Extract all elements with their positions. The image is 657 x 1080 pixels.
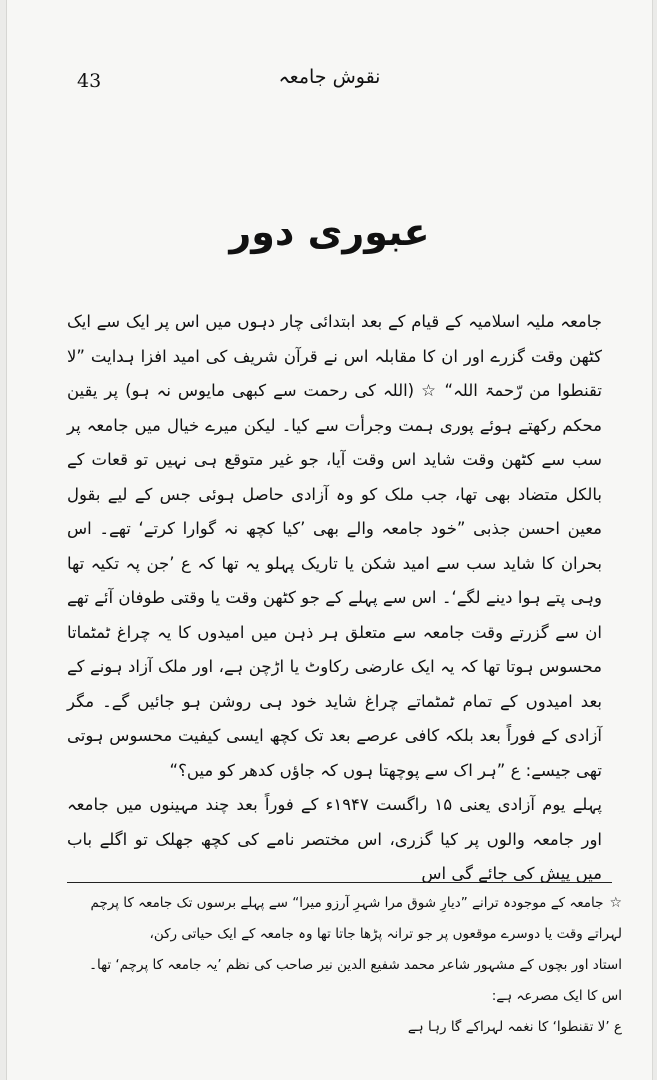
star-icon: ☆ xyxy=(609,895,622,911)
footnote-divider xyxy=(67,882,612,883)
footnote-line xyxy=(77,888,622,950)
book-page xyxy=(6,0,653,1080)
page-number: 43 xyxy=(77,70,102,92)
chapter-title: عبوری دور xyxy=(229,210,430,254)
running-title: نقوش جامعہ xyxy=(278,66,381,88)
footnotes xyxy=(77,888,622,1043)
footnote-line: استاد اور بچوں کے مشہور شاعر محمد شفیع الدین نیر صاحب کی نظم ’یہ جامعہ کا پرچم‘ تھا۔ اس کا ایک مصرعہ ہے: xyxy=(89,957,622,1004)
body-paragraph: جامعہ ملیہ اسلامیہ کے قیام کے بعد ابتدائی چار دہوں میں اس پر ایک سے ایک کٹھن وقت گزرے اور ان کا مقابلہ اس نے قرآن شریف کی امید افزا ہدایت ”لا تقنطوا من رّحمۃ اللہ“ ☆ (اللہ کی رحمت سے کبھی مایوس نہ ہو) پر یقین محکم رکھتے ہوئے پوری ہمت وجرأت سے کیا۔ لیکن میرے خیال میں جامعہ پر سب سے کٹھن وقت شاید اس وقت آیا، جو غیر متوقع ہی نہیں تو قعات کے بالکل متضاد بھی تھا، جب ملک کو وہ آزادی حاصل ہوئی جس کے لیے بقول معین احسن جذبی ”خود جامعہ والے بھی ’کیا کچھ نہ گوارا کرتے‘ تھے۔ اس بحران کا شاید سب سے امید شکن یا تاریک پہلو یہ تھا کہ ع ’جن پہ تکیہ تھا وہی پتے ہوا دینے لگے‘۔ اس سے پہلے کے جو کٹھن وقت یا وقتی طوفان آئے تھے ان سے گزرتے وقت جامعہ سے متعلق ہر ذہن میں امیدوں کا یہ چراغ ٹمٹماتا محسوس ہوتا تھا کہ یہ ایک عارضی رکاوٹ یا اڑچن ہے، اور ملک آزاد ہونے کے بعد امیدوں کے تمام ٹمٹماتے چراغ شاید خود ہی روشن ہو جائیں گے۔ مگر آزادی کے فوراً بعد بلکہ کافی عرصے بعد تک کچھ ایسی کیفیت محسوس ہوتی تھی جیسے: ع ”ہر اک سے پوچھتا ہوں کہ جاؤں کدھر کو میں؟“ xyxy=(67,312,602,780)
body-paragraph: پہلے یوم آزادی یعنی ۱۵ راگست ۱۹۴۷ء کے فوراً بعد چند مہینوں میں جامعہ اور جامعہ والوں پر کیا گزری، اس مختصر نامے کی کچھ جھلک تو اگلے باب میں پیش کی جائے گی اس xyxy=(67,795,602,883)
footnote-text: جامعہ کے موجودہ ترانے ”دیارِ شوق مرا شہرِ آرزو میرا“ سے پہلے برسوں تک جامعہ کا پرچم لہراتے وقت یا دوسرے موقعوں پر جو ترانہ پڑھا جاتا تھا وہ جامعہ کے ایک حیاتی رکن، xyxy=(90,895,622,942)
footnote-line: ع ’لا تقنطوا‘ کا نغمہ لہراکے گا رہا ہے xyxy=(407,1019,622,1035)
page-header xyxy=(7,58,652,98)
body-text xyxy=(67,305,602,892)
